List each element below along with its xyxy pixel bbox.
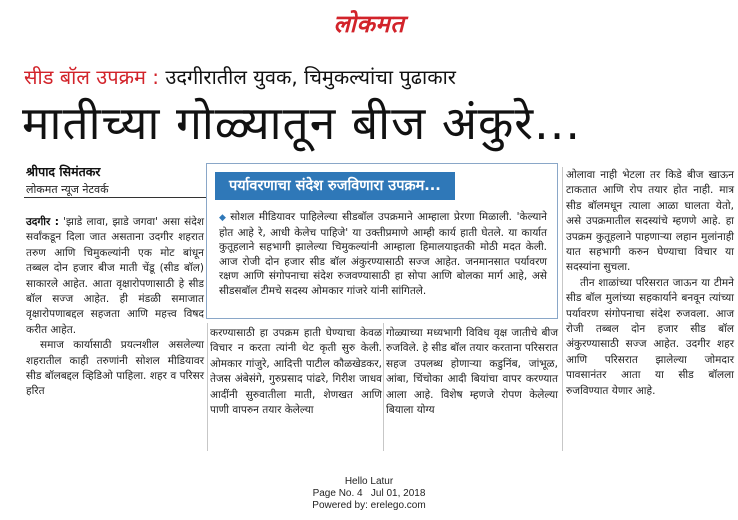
byline [26, 163, 206, 197]
lokmat-logo[interactable]: लोकमत [333, 9, 405, 38]
column-4-para-1: ओलावा नाही भेटला तर किडे बीज खाऊन टाकतात आणि रोप तयार होत नाही. मात्र सीड बॉलमधून त्याला आळा घालता येतो, असे उपक्रमातील सदस्यांचे म्हणणे आहे. हा उपक्रम कुतूहलाने पाहणाऱ्या लहान मुलांनाही यात सहभागी करुन घेण्याचा विचार या सदस्यांना सुचला. [566, 169, 734, 274]
byline-name: श्रीपाद सिमंतकर [26, 164, 101, 179]
article-column-2: करण्यासाठी हा उपक्रम हाती घेण्याचा केवळ विचार न करता त्यांनी थेट कृती सुरु केली. ओमकार गांजुरे, आदित्ती पाटील कौळखेडकर, तेजस अंबेसंगे, गुरुप्रसाद पांढरे, गिरीश जाधव आदींनी सुरुवातीला माती, शेणखत आणि पाणी वापरुन तयार केलेल्या [210, 327, 382, 417]
article-column-1 [26, 215, 204, 400]
footer-page-info: Page No. 4 Jul 01, 2018 [312, 488, 426, 499]
masthead [0, 0, 738, 40]
column-1-para-2: समाज कार्यासाठी प्रयत्नशील असलेल्या शहरातील काही तरुणांनी सोशल मीडियावर सीड बॉलबद्दल व्हिडिओ पाहिला. शहर व परिसर हरित [26, 339, 204, 398]
dateline: उदगीर : [26, 216, 59, 228]
diamond-bullet-icon: ◆ [219, 213, 228, 223]
quote-box [206, 163, 558, 319]
column-divider [562, 167, 563, 451]
page-footer [0, 476, 738, 512]
byline-divider [24, 197, 206, 198]
column-1-para-1 [26, 215, 204, 338]
news-clipping [20, 45, 738, 462]
footer-edition: Hello Latur [344, 476, 394, 487]
quote-box-text [219, 210, 547, 299]
article-column-3: गोळ्याच्या मध्यभागी विविध वृक्ष जातीचे बीज रुजविले. हे सीड बॉल तयार करताना परिसरात सहज उपलब्ध होणाऱ्या कडुनिंब, जांभूळ, आंबा, चिंचोका आदी बियांचा वापर करण्यात आला आहे. विशेष म्हणजे रोपण केलेल्या बियाला योग्य [386, 327, 558, 417]
column-1-para-1-text: 'झाडे लावा, झाडे जगवा' असा संदेश सर्वांकडून दिला जात असताना उदगीर शहरात तरुण आणि चिमुकल्यांनी एक मोट बांधून तब्बल दोन हजार बीज माती चेंडू (सीड बॉल) साकारले आहेत. आता वृक्षारोपणासाठी हे सीड बॉल सज्ज आहेत. ही मंडळी समाजात वृक्षारोपणाबद्दल सहजता आणि महत्त्व विषद करीत आहेत. [26, 216, 204, 336]
kicker-text: उदगीरातील युवक, चिमुकल्यांचा पुढाकार [165, 65, 456, 89]
kicker-label: सीड बॉल उपक्रम : [24, 65, 160, 89]
article-kicker [24, 63, 456, 90]
column-divider [207, 323, 208, 451]
article-column-4 [566, 168, 734, 399]
column-4-para-2: तीन शाळांच्या परिसरात जाऊन या टीमने सीड बॉल मुलांच्या सहकार्याने बनवून त्यांच्या पर्यावरण संगोपनाचा संदेश रुजवला. आज रोजी तब्बल दोन हजार सीड बॉल अंकुरण्यासाठी सज्ज आहेत. उदगीर शहर आणि परिसरात झालेल्या जोमदार पावसानंतर आता या सीड बॉलला रुजविण्यात येणार आहे. [566, 276, 734, 397]
quote-box-banner: पर्यावरणाचा संदेश रुजविणारा उपक्रम... [215, 172, 455, 200]
article-headline: मातीच्या गोळ्यातून बीज अंकुरे... [22, 96, 581, 150]
column-divider [383, 323, 384, 451]
quote-box-body: सोशल मीडियावर पाहिलेल्या सीडबॉल उपक्रमाने आम्हाला प्रेरणा मिळाली. 'केल्याने होत आहे रे, आधी केलेच पाहिजे' या उक्तीप्रमाणे आम्ही कार्य हाती घेतले. या कार्यात कुतूहलाने सहभागी झालेल्या चिमुकल्यांनी आम्हाला हिमालयाइतकी मोठी मदत केली. आज रोजी दोन हजार सीड बॉल अंकुरण्यासाठी सज्ज आहेत. जनमानसात पर्यावरण रक्षण आणि संगोपनाचा संदेश रुजवण्यासाठी हा सोपा आणि बोलका मार्ग आहे, असे सीडसबॉल टीमचे सदस्य ओमकार गांजरे यांनी सांगितले. [219, 211, 548, 297]
byline-agency: लोकमत न्यूज नेटवर्क [26, 183, 109, 196]
footer-powered-by[interactable]: Powered by: erelego.com [312, 500, 426, 511]
